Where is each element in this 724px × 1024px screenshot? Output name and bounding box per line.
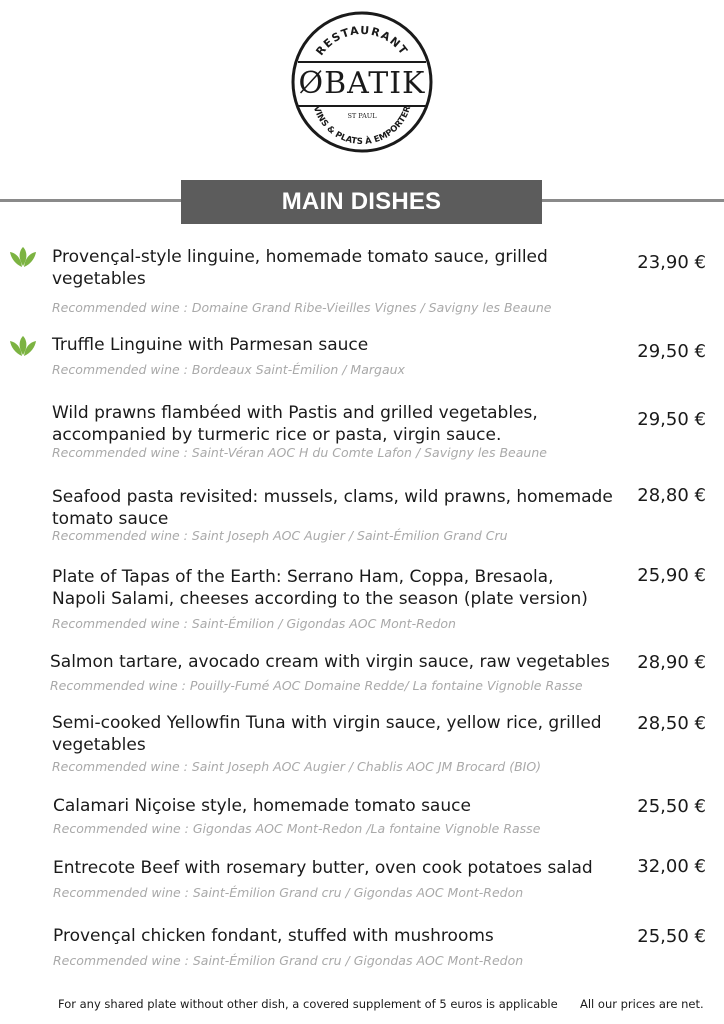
dish-price: 29,50 € [637, 341, 706, 362]
dish-wine: Recommended wine : Gigondas AOC Mont-Redon /La fontaine Vignoble Rasse [53, 821, 541, 836]
dish-name: Seafood pasta revisited: mussels, clams, wild prawns, homemade tomato sauce [52, 487, 613, 529]
dish-price: 32,00 € [637, 856, 706, 877]
dish-price: 25,50 € [637, 926, 706, 947]
dish-wine: Recommended wine : Pouilly-Fumé AOC Domaine Redde/ La fontaine Vignoble Rasse [50, 678, 583, 693]
prices-note: All our prices are net. [580, 997, 704, 1011]
section-title: MAIN DISHES [181, 180, 542, 224]
restaurant-logo [290, 10, 434, 154]
dish-wine: Recommended wine : Saint-Émilion Grand cru / Gigondas AOC Mont-Redon [53, 953, 524, 968]
divider-right [542, 199, 724, 202]
dish-wine: Recommended wine : Saint Joseph AOC Augier / Chablis AOC JM Brocard (BIO) [52, 759, 542, 774]
dish-name: Plate of Tapas of the Earth: Serrano Ham, Coppa, Bresaola, Napoli Salami, cheeses according to the season (plate version) [52, 567, 588, 609]
logo-location: ST PAUL [347, 112, 377, 120]
dish-wine: Recommended wine : Bordeaux Saint-Émilion / Margaux [52, 362, 405, 377]
dish-price: 28,90 € [637, 652, 706, 673]
dish-price: 25,50 € [637, 796, 706, 817]
dish-name: Entrecote Beef with rosemary butter, oven cook potatoes salad [53, 858, 593, 878]
dish-price: 25,90 € [637, 565, 706, 586]
dish-wine: Recommended wine : Saint-Émilion Grand cru / Gigondas AOC Mont-Redon [53, 885, 524, 900]
dish-name: Salmon tartare, avocado cream with virgin sauce, raw vegetables [50, 652, 610, 672]
logo-name: ØBATIK [298, 66, 426, 101]
dish-price: 23,90 € [637, 252, 706, 273]
dish-name: Wild prawns flambéed with Pastis and grilled vegetables, accompanied by turmeric rice or pasta, virgin sauce. [52, 403, 538, 445]
dish-name: Provençal-style linguine, homemade tomato sauce, grilled vegetables [52, 247, 548, 289]
dish-price: 28,50 € [637, 713, 706, 734]
dish-wine: Recommended wine : Domaine Grand Ribe-Vieilles Vignes / Savigny les Beaune [52, 300, 552, 315]
dish-price: 28,80 € [637, 485, 706, 506]
logo-top-text: RESTAURANT [313, 23, 411, 59]
leaf-icon [8, 335, 38, 357]
logo-bottom-text: VINS & PLATS À EMPORTER [310, 104, 414, 148]
dish-wine: Recommended wine : Saint-Émilion / Gigondas AOC Mont-Redon [52, 616, 456, 631]
leaf-icon [8, 246, 38, 268]
dish-name: Calamari Niçoise style, homemade tomato sauce [53, 796, 471, 816]
supplement-note: For any shared plate without other dish, a covered supplement of 5 euros is applicable [58, 997, 558, 1011]
dish-name: Truffle Linguine with Parmesan sauce [52, 335, 369, 355]
divider-left [0, 199, 181, 202]
dish-wine: Recommended wine : Saint-Véran AOC H du Comte Lafon / Savigny les Beaune [52, 445, 547, 460]
dish-wine: Recommended wine : Saint Joseph AOC Augier / Saint-Émilion Grand Cru [52, 528, 508, 543]
dish-price: 29,50 € [637, 409, 706, 430]
dish-name: Provençal chicken fondant, stuffed with mushrooms [53, 926, 494, 946]
dish-name: Semi-cooked Yellowfin Tuna with virgin sauce, yellow rice, grilled vegetables [52, 713, 602, 755]
